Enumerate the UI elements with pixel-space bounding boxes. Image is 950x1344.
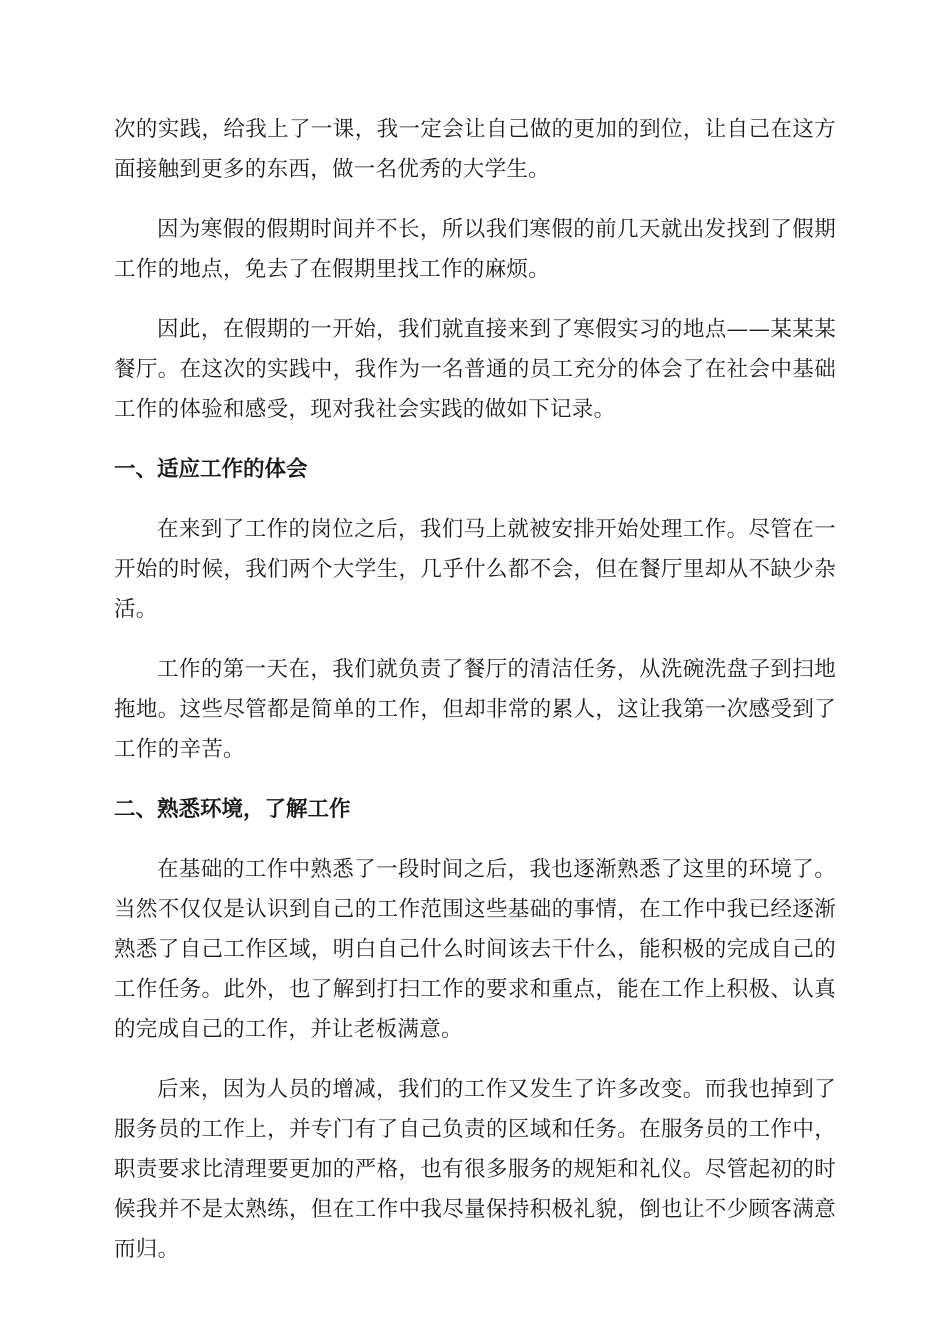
paragraph: 工作的第一天在，我们就负责了餐厅的清洁任务，从洗碗洗盘子到扫地拖地。这些尽管都是简单的工作，但却非常的累人，这让我第一次感受到了工作的辛苦。 <box>114 657 836 762</box>
section-heading-2: 二、熟悉环境，了解工作 <box>114 797 351 822</box>
paragraph: 因为寒假的假期时间并不长，所以我们寒假的前几天就出发找到了假期工作的地点，免去了在假期里找工作的麻烦。 <box>114 217 836 282</box>
paragraph: 在来到了工作的岗位之后，我们马上就被安排开始处理工作。尽管在一开始的时候，我们两个大学生，几乎什么都不会，但在餐厅里却从不缺少杂活。 <box>114 517 836 622</box>
paragraph: 后来，因为人员的增减，我们的工作又发生了许多改变。而我也掉到了服务员的工作上，并专门有了自己负责的区域和任务。在服务员的工作中，职责要求比清理要更加的严格，也有很多服务的规矩和礼仪。尽管起初的时候我并不是太熟练，但在工作中我尽量保持积极礼貌，倒也让不少顾客满意而归。 <box>114 1077 836 1262</box>
document-body <box>114 110 836 1270</box>
paragraph: 在基础的工作中熟悉了一段时间之后，我也逐渐熟悉了这里的环境了。当然不仅仅是认识到自己的工作范围这些基础的事情，在工作中我已经逐渐熟悉了自己工作区域，明白自己什么时间该去干什么，能积极的完成自己的工作任务。此外，也了解到打扫工作的要求和重点，能在工作上积极、认真的完成自己的工作，并让老板满意。 <box>114 857 836 1042</box>
paragraph: 因此，在假期的一开始，我们就直接来到了寒假实习的地点——某某某餐厅。在这次的实践中，我作为一名普通的员工充分的体会了在社会中基础工作的体验和感受，现对我社会实践的做如下记录。 <box>114 317 836 422</box>
section-heading-1: 一、适应工作的体会 <box>114 457 308 482</box>
paragraph-continuation: 次的实践，给我上了一课，我一定会让自己做的更加的到位，让自己在这方面接触到更多的东西，做一名优秀的大学生。 <box>114 117 836 182</box>
